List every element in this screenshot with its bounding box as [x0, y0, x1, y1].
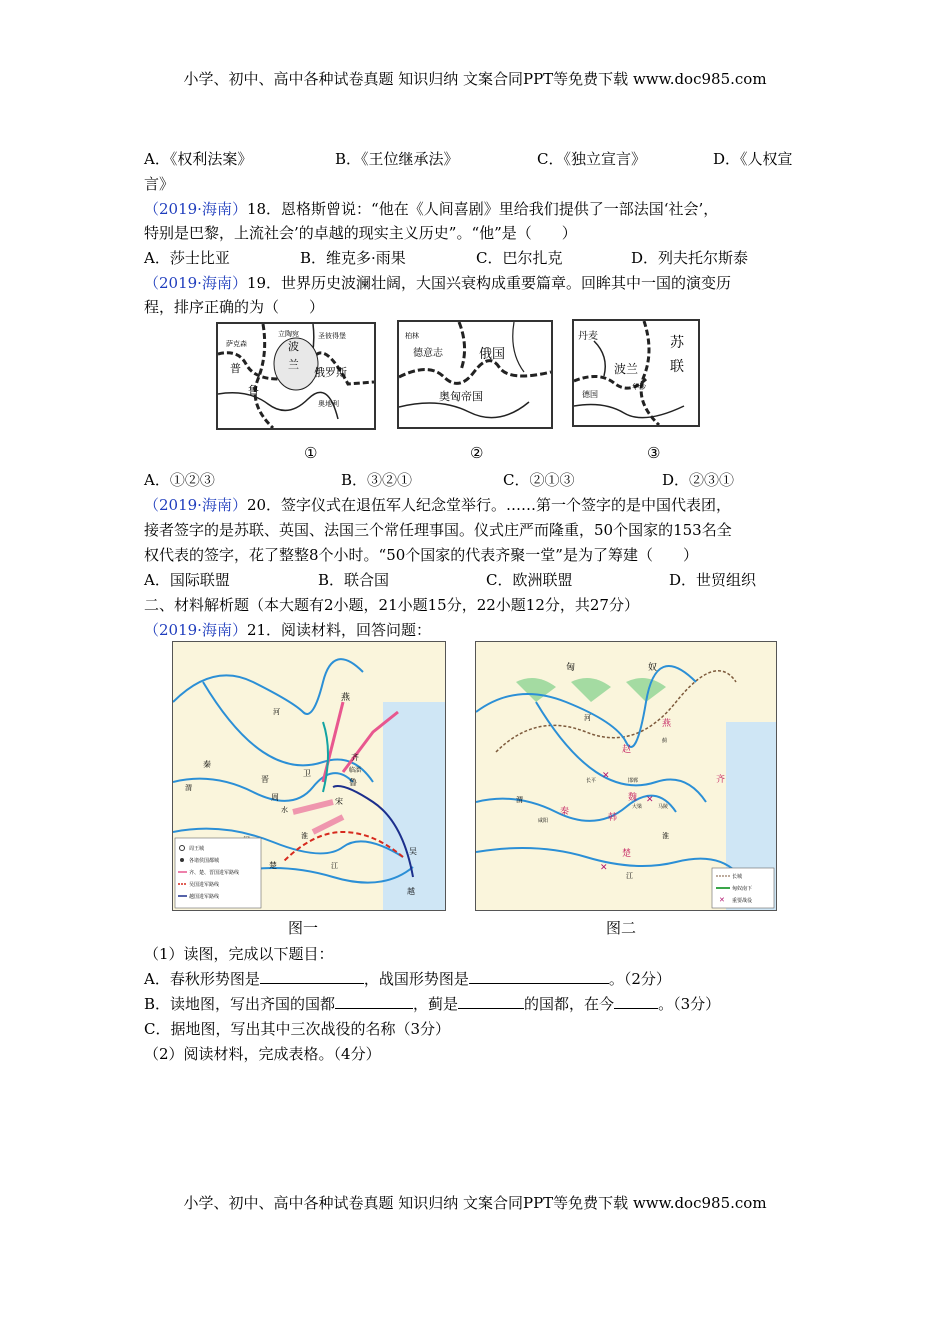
- fig1-chu: 楚: [269, 861, 277, 870]
- battle-mark-changping: ✕: [602, 771, 610, 781]
- fig1-legend-capitals: 各诸侯国都城: [189, 858, 220, 864]
- fig2-wei-river: 渭: [516, 796, 523, 804]
- q21-a-mid: ，战国形势图是: [363, 970, 469, 988]
- fig1-zhou: 周: [271, 793, 279, 802]
- fig1-jin: 晋: [261, 775, 269, 784]
- fig1-wu: 吴: [409, 847, 417, 856]
- fig2-qin: 秦: [560, 807, 570, 817]
- q21-text: 21．阅读材料，回答问题：: [246, 621, 432, 639]
- map3-label-germany: 德国: [582, 390, 598, 399]
- map1-label-bo: 波: [288, 340, 299, 353]
- fig2-huai: 淮: [662, 832, 669, 840]
- fig2-legend-xiongnu: 匈奴南下: [732, 886, 753, 892]
- page-footer: 小学、初中、高中各种试卷真题 知识归纳 文案合同PPT等免费下载 www.doc985.com: [183, 1194, 767, 1212]
- fig1-legend-yue-route: 越国进军路线: [189, 894, 220, 900]
- fig2-nu: 奴: [648, 663, 658, 673]
- q19-option-b: B．③②①: [341, 471, 413, 489]
- map1-label-russia: 俄罗斯: [314, 366, 347, 379]
- fig1-song: 宋: [335, 797, 343, 806]
- q21-a-line: [144, 968, 671, 989]
- fig1-shui: 水: [281, 806, 288, 814]
- fig2-chu: 楚: [622, 849, 632, 859]
- q20-option-c: C．欧洲联盟: [486, 571, 573, 589]
- q18-text1: 18．恩格斯曾说：“他在《人间喜剧》里给我们提供了一部法国‘社会’，: [246, 200, 719, 218]
- q21-b-post: 。（3分）: [658, 995, 721, 1013]
- q19-map-3-mark: ③: [647, 444, 661, 462]
- q21-sub1: （1）读图，完成以下题目：: [144, 945, 334, 963]
- map1-label-lu: 鲁: [248, 384, 259, 397]
- q18-option-d: D．列夫托尔斯泰: [631, 249, 749, 267]
- q18-source: （2019·海南）: [144, 200, 247, 218]
- fig1-jiang: 江: [331, 862, 338, 870]
- q18-option-a: A．莎士比亚: [144, 249, 230, 267]
- q20-source: （2019·海南）: [144, 496, 247, 514]
- fig2-han: 韩: [608, 813, 618, 823]
- q21-b-pre: B．读地图，写出齐国的国都: [144, 995, 336, 1013]
- fig2-yan: 燕: [662, 719, 672, 729]
- map1-label-lithuania: 立陶宛: [278, 330, 299, 338]
- q21-b-mid1: ，蓟是: [413, 995, 459, 1013]
- q21-source: （2019·海南）: [144, 621, 247, 639]
- fig1-legend-qi-route: 齐、楚、晋国进军路线: [189, 870, 240, 876]
- q21-b-blank-1[interactable]: [335, 994, 413, 1009]
- map2-label-germany: 德意志: [413, 348, 443, 359]
- map3-label-denmark: 丹麦: [578, 331, 598, 342]
- q18-line2: 特别是巴黎，上流社会’的卓越的现实主义历史”。“他”是（ ）: [144, 224, 577, 242]
- map1-label-lan: 兰: [288, 358, 299, 371]
- q21-a-blank-2[interactable]: [469, 969, 609, 984]
- map3-label-su: 苏: [670, 335, 684, 351]
- q21-b-line: [144, 993, 720, 1014]
- fig1-legend-wu-route: 吴国进军路线: [189, 882, 220, 888]
- battle-mark-maling: ✕: [646, 795, 654, 805]
- q20-option-d: D．世贸组织: [669, 571, 757, 589]
- figure-1-caption: 图一: [288, 919, 319, 937]
- map2-label-berlin: 柏林: [405, 332, 419, 340]
- q19-map-1: [216, 322, 376, 430]
- q21-sub2: （2）阅读材料，完成表格。（4分）: [144, 1045, 381, 1063]
- map2-label-russia: 俄国: [479, 347, 506, 362]
- fig2-qi: 齐: [716, 775, 726, 785]
- fig1-linzi: 临淄: [349, 767, 362, 774]
- fig1-qi: 齐: [351, 753, 359, 762]
- q20-option-b: B．联合国: [318, 571, 390, 589]
- q19-option-d: D．②③①: [662, 471, 735, 489]
- q18-option-b: B．维克多·雨果: [300, 249, 406, 267]
- fig1-huai: 淮: [301, 832, 308, 840]
- q21-figure-2: [475, 641, 777, 911]
- section2-heading: 二、材料解析题（本大题有2小题，21小题15分，22小题12分，共27分）: [144, 596, 639, 614]
- fig2-ji: 蓟: [662, 738, 668, 744]
- q21-b-mid2: 的国都，在今: [524, 995, 615, 1013]
- q18-option-c: C．巴尔扎克: [476, 249, 563, 267]
- q21-c-line: C．据地图，写出其中三次战役的名称（3分）: [144, 1020, 451, 1038]
- fig2-changping: 长平: [586, 778, 597, 784]
- q19-map-3: [572, 319, 700, 427]
- q19-line2: 程，排序正确的为（ ）: [144, 298, 325, 316]
- battle-mark-south: ✕: [600, 863, 608, 873]
- q19-option-a: A．①②③: [144, 471, 215, 489]
- fig1-yue: 越: [407, 887, 415, 896]
- fig1-wei: 卫: [303, 769, 311, 778]
- fig2-jiang: 江: [626, 872, 633, 880]
- fig2-xianyang: 咸阳: [538, 818, 549, 824]
- q21-a-post: 。（2分）: [608, 970, 671, 988]
- fig2-daliang: 大梁: [632, 804, 643, 810]
- q19-text1: 19．世界历史波澜壮阔，大国兴衰构成重要篇章。回眸其中一国的演变历: [246, 274, 732, 292]
- q19-map-2-mark: ②: [470, 444, 484, 462]
- map1-label-pu: 普: [230, 362, 241, 375]
- q17-option-c: C．《独立宣言》: [537, 150, 646, 168]
- fig2-legend-wall: 长城: [732, 874, 743, 880]
- fig2-xiong: 匈: [566, 663, 576, 673]
- map1-label-austria: 奥地利: [318, 400, 339, 408]
- q20-line1: [144, 494, 731, 515]
- map1-label-petersburg: 圣彼得堡: [318, 332, 346, 340]
- fig1-lu: 鲁: [349, 778, 357, 787]
- q20-line3: 权代表的签字，花了整整8个小时。“50个国家的代表齐聚一堂”是为了筹建（ ）: [144, 546, 698, 564]
- map3-label-warsaw: 华沙: [632, 383, 646, 391]
- fig2-legend-battle-icon: ✕: [719, 896, 725, 904]
- q19-option-c: C．②①③: [503, 471, 575, 489]
- fig2-wei: 魏: [628, 793, 638, 803]
- fig1-yan: 燕: [341, 693, 351, 703]
- map3-label-lian: 联: [670, 359, 684, 375]
- fig2-maling: 马陵: [658, 804, 669, 810]
- fig2-he: 河: [584, 714, 591, 722]
- map2-label-austria-hungary: 奥匈帝国: [439, 390, 483, 403]
- q17-option-d-wrap: 言》: [144, 175, 175, 193]
- fig1-qin: 秦: [203, 760, 211, 769]
- q20-text1: 20．签字仪式在退伍军人纪念堂举行。……第一个签字的是中国代表团，: [246, 496, 732, 514]
- q18-line1: [144, 198, 718, 219]
- fig2-zhao: 赵: [622, 745, 632, 755]
- q17-option-d: D．《人权宣: [713, 150, 793, 168]
- q21-a-blank-1[interactable]: [260, 969, 364, 984]
- q20-option-a: A．国际联盟: [144, 571, 230, 589]
- q17-option-a: A．《权利法案》: [144, 150, 253, 168]
- q21-b-blank-3[interactable]: [614, 994, 658, 1009]
- map1-label-saxony: 萨克森: [226, 340, 247, 348]
- q19-map-1-mark: ①: [304, 444, 318, 462]
- fig1-he: 河: [273, 708, 280, 716]
- q20-line2: 接者签字的是苏联、英国、法国三个常任理事国。仪式庄严而隆重，50个国家的153名全: [144, 521, 732, 539]
- q19-line1: [144, 272, 731, 293]
- fig2-legend-battle: 重要战役: [732, 898, 753, 904]
- page-header: 小学、初中、高中各种试卷真题 知识归纳 文案合同PPT等免费下载 www.doc985.com: [183, 70, 767, 88]
- q17-option-b: B．《王位继承法》: [335, 150, 459, 168]
- q21-a-pre: A．春秋形势图是: [144, 970, 260, 988]
- map3-label-poland: 波兰: [614, 362, 639, 376]
- q19-source: （2019·海南）: [144, 274, 247, 292]
- q21-line: [144, 619, 431, 640]
- q21-b-blank-2[interactable]: [458, 994, 524, 1009]
- fig1-wei-river: 渭: [185, 784, 192, 792]
- fig1-legend-royal: 周王城: [189, 846, 205, 852]
- fig2-handan: 邯郸: [628, 778, 639, 784]
- q19-map-2: [397, 320, 553, 429]
- q21-figure-1: [172, 641, 446, 911]
- figure-2-caption: 图二: [606, 919, 637, 937]
